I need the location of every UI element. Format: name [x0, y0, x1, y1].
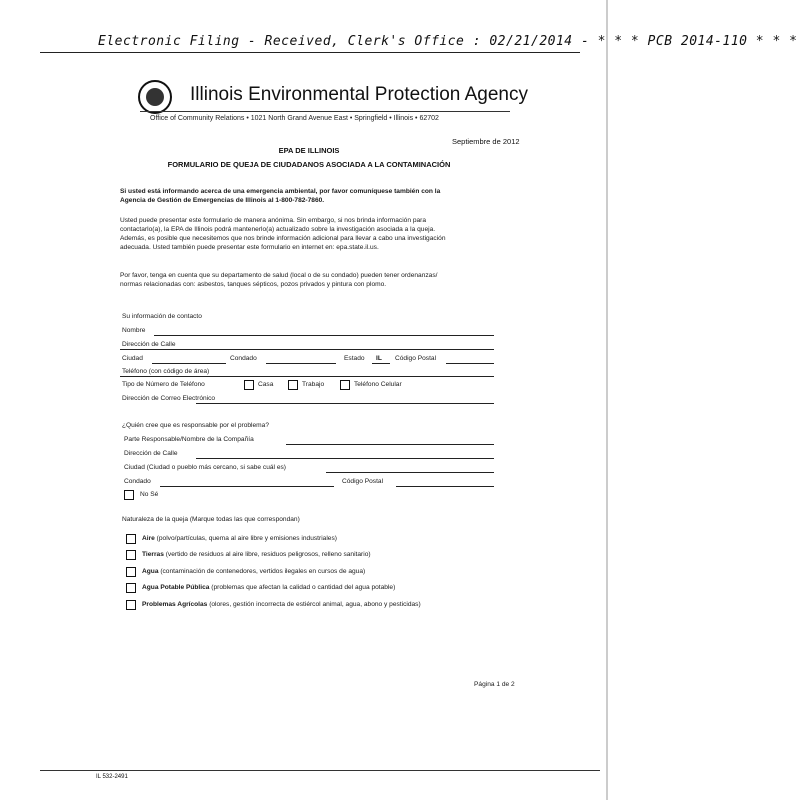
county-label: Condado — [230, 355, 257, 362]
nature-item-aire-title: Aire — [142, 535, 155, 542]
nature-item-agua-potable — [142, 584, 395, 591]
company-field[interactable] — [286, 444, 494, 445]
nature-item-tierras-desc: (vertido de residuos al aire libre, residuos peligrosos, relleno sanitario) — [163, 551, 371, 558]
paragraph-emergency-line-2: Agencia de Gestión de Emergencias de Illinois al 1-800-782-7860. — [120, 197, 325, 204]
email-field[interactable] — [196, 403, 494, 404]
nature-item-aire-desc: (polvo/partículas, quema al aire libre y emisiones industriales) — [154, 535, 337, 542]
nature-item-agricolas — [142, 601, 421, 608]
city-label: Ciudad — [122, 355, 143, 362]
contact-heading: Su información de contacto — [122, 313, 202, 320]
celular-label: Teléfono Celular — [354, 381, 402, 388]
stamp-underline — [40, 52, 580, 53]
paragraph-health-line-1: Por favor, tenga en cuenta que su departamento de salud (local o de su condado) pueden tener ordenanzas/ — [120, 272, 438, 279]
company-label: Parte Responsable/Nombre de la Compañía — [124, 436, 254, 443]
nature-item-agricolas-desc: (olores, gestión incorrecta de estiércol animal, agua, abono y pesticidas) — [207, 601, 421, 608]
agency-seal-icon — [138, 80, 172, 114]
state-field[interactable] — [372, 363, 390, 364]
zip-label: Código Postal — [395, 355, 437, 362]
checkbox-aire[interactable] — [126, 534, 136, 544]
county-field[interactable] — [266, 363, 336, 364]
resp-city-field[interactable] — [326, 472, 494, 473]
email-label: Dirección de Correo Electrónico — [122, 395, 216, 402]
nature-item-agua — [142, 568, 365, 575]
agency-address: Office of Community Relations • 1021 North Grand Avenue East • Springfield • Illinois • 62702 — [150, 115, 439, 122]
nature-item-tierras — [142, 551, 371, 558]
checkbox-trabajo[interactable] — [288, 380, 298, 390]
resp-street-label: Dirección de Calle — [124, 450, 178, 457]
name-field[interactable] — [154, 335, 494, 336]
footer-rule — [40, 770, 600, 771]
checkbox-casa[interactable] — [244, 380, 254, 390]
form-code: IL 532-2491 — [96, 774, 128, 780]
resp-zip-field[interactable] — [396, 486, 494, 487]
nature-item-agua-desc: (contaminación de contenedores, vertidos ilegales en cursos de agua) — [158, 568, 366, 575]
paragraph-health-line-2: normas relacionadas con: asbestos, tanques sépticos, pozos privados y pintura con plomo. — [120, 281, 387, 288]
checkbox-tierras[interactable] — [126, 550, 136, 560]
page-number: Página 1 de 2 — [474, 681, 515, 688]
nature-item-aire — [142, 535, 337, 542]
header-rule — [140, 111, 510, 112]
resp-street-field[interactable] — [196, 458, 494, 459]
paragraph-anon-line-4: adecuada. Usted también puede presentar este formulario en internet en: epa.state.il.us. — [120, 244, 379, 251]
nature-heading: Naturaleza de la queja (Marque todas las que correspondan) — [122, 516, 300, 523]
street-field[interactable] — [120, 349, 494, 350]
street-label: Dirección de Calle — [122, 341, 176, 348]
nature-item-agricolas-title: Problemas Agrícolas — [142, 601, 208, 608]
seal-center — [146, 88, 164, 106]
checkbox-agricolas[interactable] — [126, 600, 136, 610]
paragraph-anon-line-3: Además, es posible que necesitemos que nos brinde información adicional para llevar a cabo una investigación — [120, 235, 446, 242]
city-field[interactable] — [152, 363, 226, 364]
checkbox-no-se[interactable] — [124, 490, 134, 500]
no-se-label: No Sé — [140, 491, 159, 498]
paragraph-emergency-line-1: Si usted está informando acerca de una emergencia ambiental, por favor comuníquese también con la — [120, 188, 441, 195]
form-title: FORMULARIO DE QUEJA DE CIUDADANOS ASOCIADA A LA CONTAMINACIÓN — [167, 160, 451, 169]
name-label: Nombre — [122, 327, 146, 334]
resp-county-field[interactable] — [160, 486, 334, 487]
scan-edge — [606, 0, 608, 800]
nature-item-agua-potable-title: Agua Potable Pública — [142, 584, 210, 591]
phone-type-label: Tipo de Número de Teléfono — [122, 381, 205, 388]
phone-field[interactable] — [120, 376, 494, 377]
nature-item-tierras-title: Tierras — [142, 551, 164, 558]
agency-name: Illinois Environmental Protection Agency — [190, 84, 528, 105]
checkbox-agua[interactable] — [126, 567, 136, 577]
resp-zip-label: Código Postal — [342, 478, 384, 485]
resp-county-label: Condado — [124, 478, 151, 485]
checkbox-agua-potable[interactable] — [126, 583, 136, 593]
casa-label: Casa — [258, 381, 274, 388]
filing-stamp: Electronic Filing - Received, Clerk's Office : 02/21/2014 - * * * PCB 2014-110 * * * — [98, 34, 797, 49]
phone-label: Teléfono (con código de área) — [122, 368, 210, 375]
paragraph-anon-line-2: contactarlo(a), la EPA de Illinois podrá mantenerlo(a) actualizado sobre la investigación asociada a la queja. — [120, 226, 436, 233]
state-label: Estado — [344, 355, 365, 362]
nature-item-agua-title: Agua — [142, 568, 159, 575]
responsible-heading: ¿Quién cree que es responsable por el problema? — [122, 422, 269, 429]
resp-city-label: Ciudad (Ciudad o pueblo más cercano, si sabe cuál es) — [124, 464, 287, 471]
checkbox-celular[interactable] — [340, 380, 350, 390]
trabajo-label: Trabajo — [302, 381, 325, 388]
nature-item-agua-potable-desc: (problemas que afectan la calidad o cantidad del agua potable) — [209, 584, 396, 591]
form-title-agency: EPA DE ILLINOIS — [278, 146, 340, 155]
zip-field[interactable] — [446, 363, 494, 364]
state-value: IL — [376, 355, 382, 362]
paragraph-anon-line-1: Usted puede presentar este formulario de manera anónima. Sin embargo, si nos brinda información para — [120, 217, 427, 224]
form-date: Septiembre de 2012 — [452, 137, 520, 146]
